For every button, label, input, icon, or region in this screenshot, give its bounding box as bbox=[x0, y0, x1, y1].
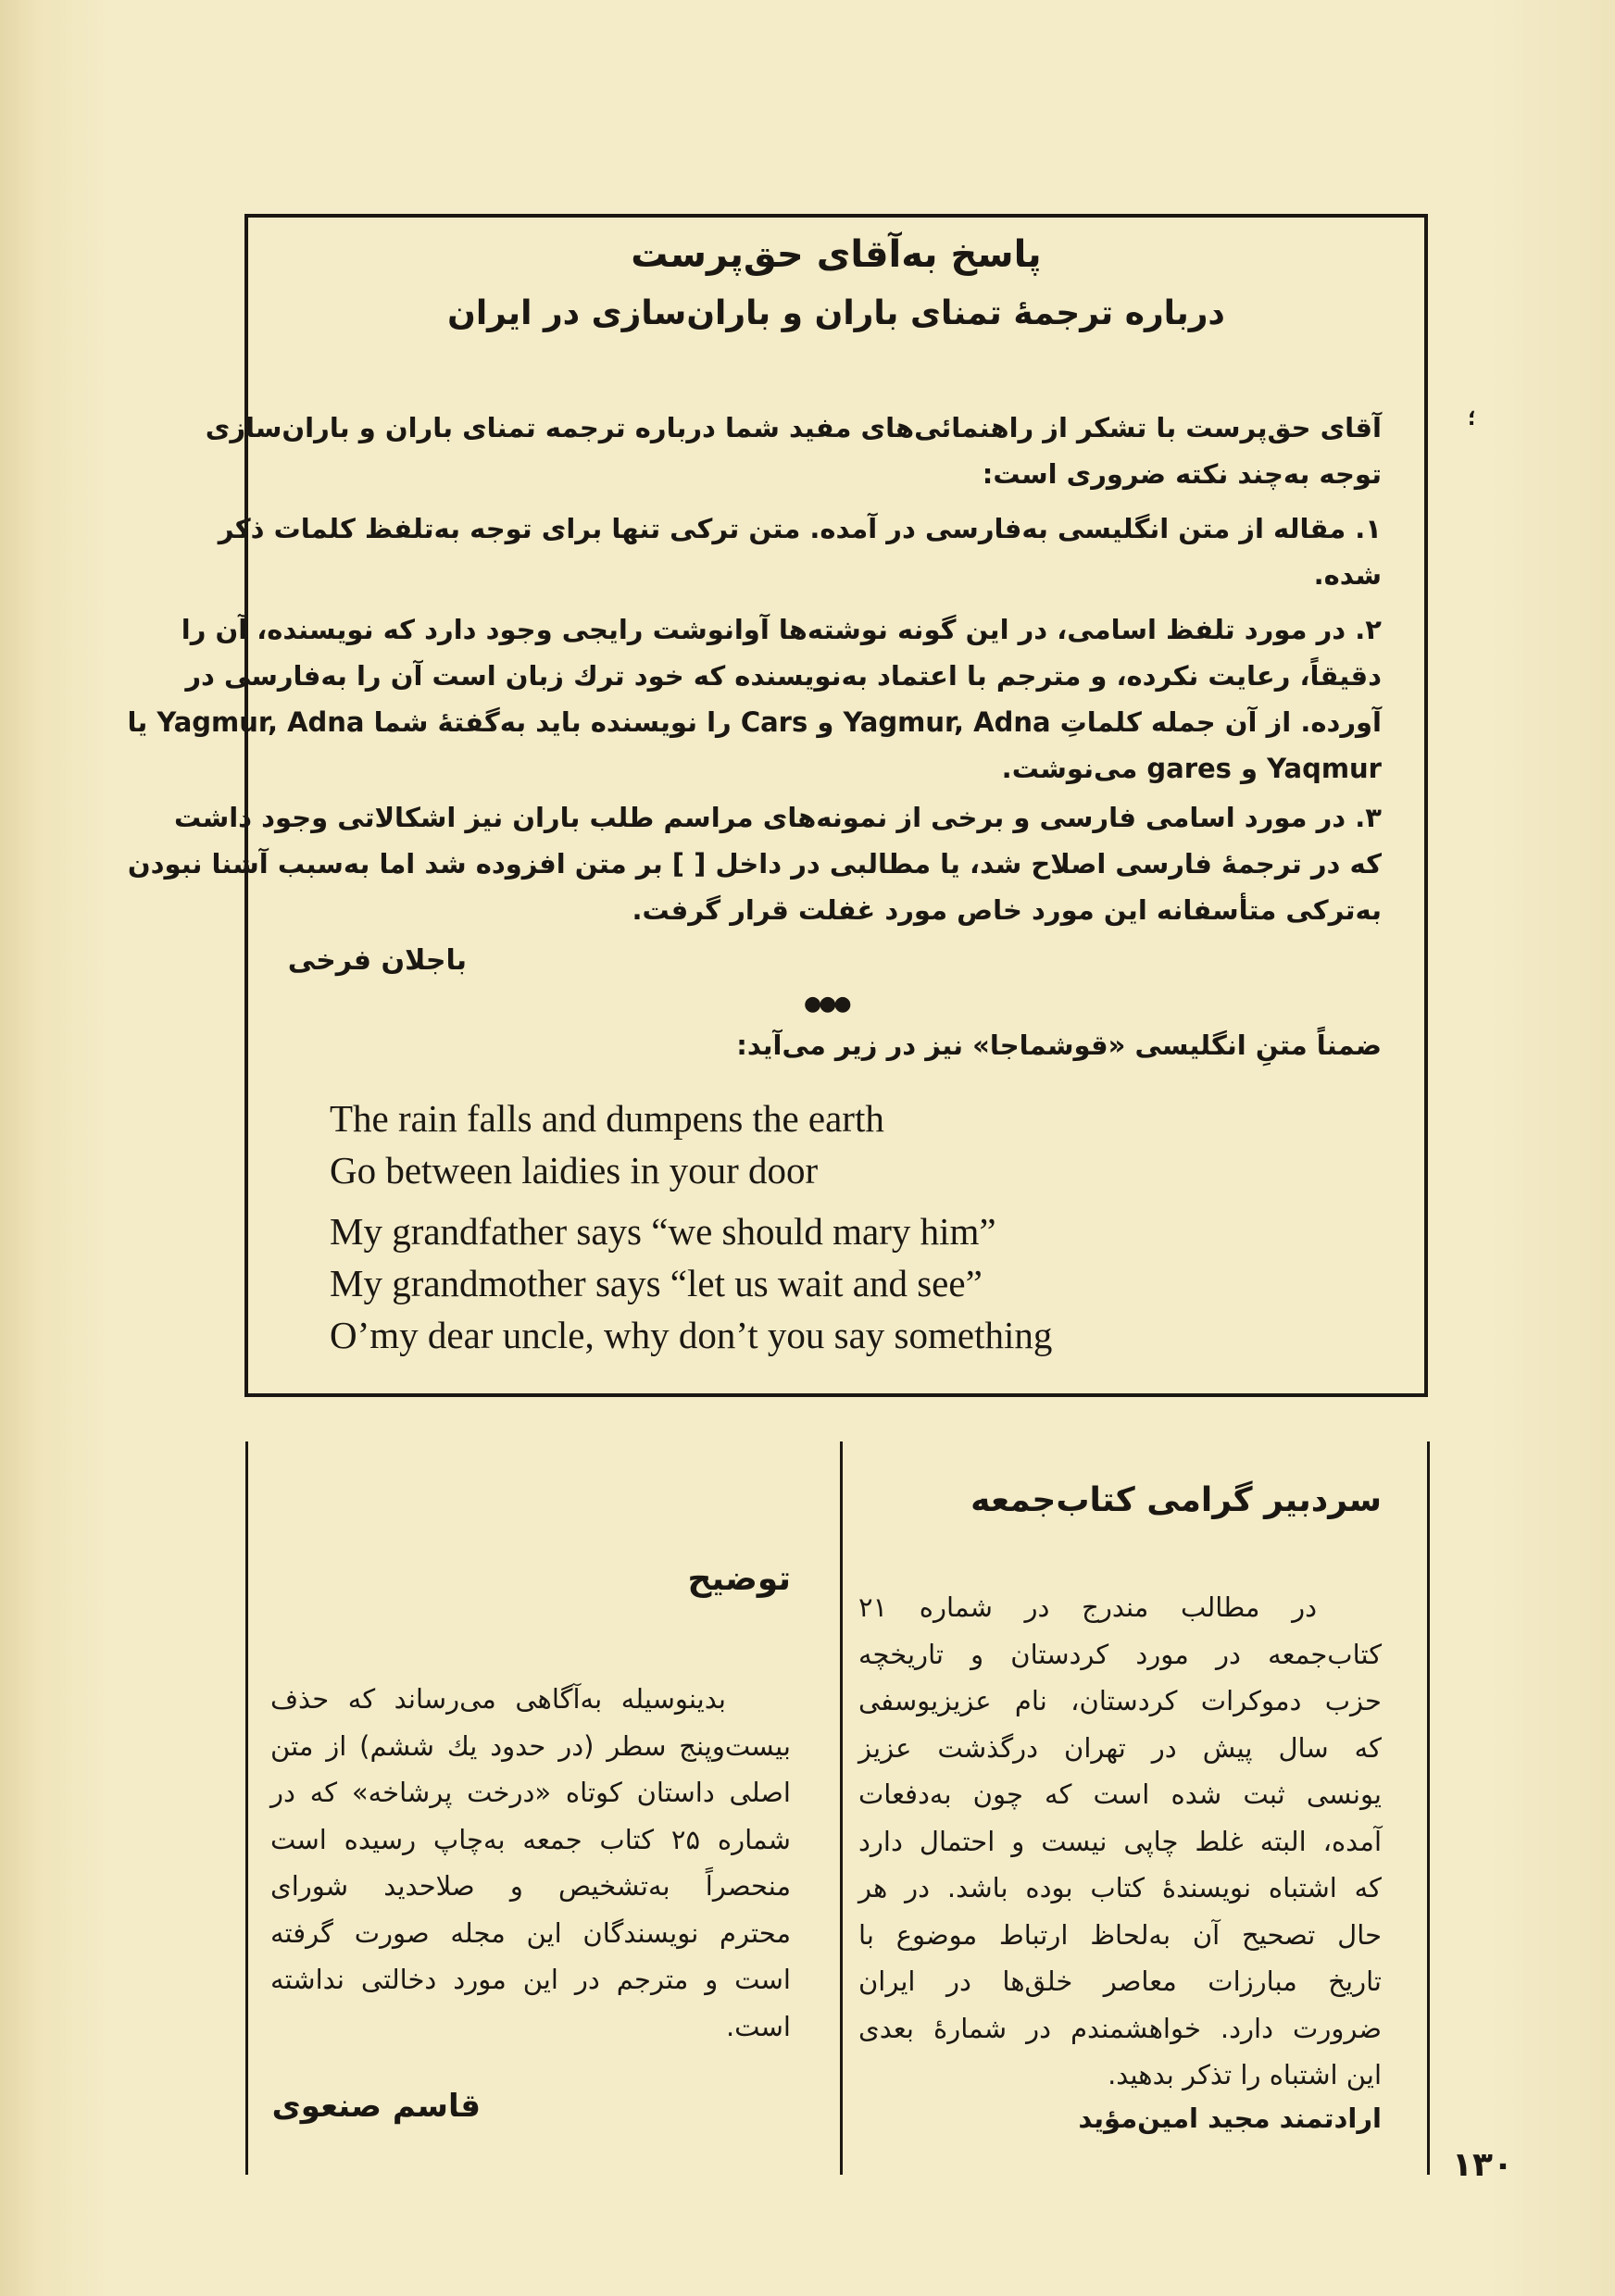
text-line: به‌ترکی متأسفانه این مورد خاص مورد غفلت قرار گرفت. bbox=[632, 894, 1382, 926]
text-line: که اشتباه نویسندهٔ کتاب بوده باشد. در هر bbox=[858, 1872, 1382, 1903]
page-number: ۱۳۰ bbox=[1452, 2146, 1513, 2184]
letter-heading: سردبیر گرامی کتاب‌جمعه bbox=[970, 1481, 1382, 1519]
article-title: پاسخ به‌آقای حق‌پرست bbox=[631, 233, 1042, 276]
text-line: ۱. مقاله از متن انگلیسی به‌فارسی در آمده. متن ترکی تنها برای توجه به‌تلفظ کلمات ذکر bbox=[218, 513, 1382, 544]
text-line: که در ترجمهٔ فارسی اصلاح شد، یا مطالبی در داخل [ ] بر متن افزوده شد اما به‌سبب آشنا نبودن bbox=[127, 848, 1382, 880]
text-line: در مطالب مندرج در شماره ۲۱ bbox=[858, 1591, 1317, 1623]
text-line: اصلی داستان کوتاه «درخت پرشاخه» که در bbox=[270, 1777, 791, 1808]
column-rule bbox=[245, 1441, 248, 2175]
letter-column bbox=[858, 1481, 1382, 2134]
notice-signature: قاسم صنعوی bbox=[271, 2088, 481, 2125]
text-line: حزب دموکرات کردستان، نام عزیزیوسفی bbox=[858, 1685, 1382, 1716]
text-line: که سال پیش در تهران درگذشت عزیز bbox=[858, 1731, 1382, 1764]
poem-line: Go between laidies in your door bbox=[330, 1149, 819, 1192]
text-line: ۳. در مورد اسامی فارسی و برخی از نمونه‌های مراسم طلب باران نیز اشکالاتی وجود داشت bbox=[174, 802, 1382, 833]
margin-mark: ؛ bbox=[1468, 407, 1476, 430]
letter-signature: ارادتمند مجید امین‌مؤید bbox=[1078, 2102, 1382, 2134]
text-line: آقای حق‌پرست با تشکر از راهنمائی‌های مفید شما درباره ترجمه تمنای باران و باران‌سازی bbox=[205, 412, 1382, 443]
separator: ●●● bbox=[804, 992, 849, 1016]
text-line: است. bbox=[725, 2010, 791, 2042]
text-line: است و مترجم در این مورد دخالتی نداشته bbox=[270, 1964, 791, 1995]
text-line: یونسی ثبت شده است که چون به‌دفعات bbox=[858, 1778, 1382, 1810]
text-line: محترم نویسندگان این مجله صورت گرفته bbox=[270, 1916, 791, 1949]
poem-line: O’my dear uncle, why don’t you say something bbox=[330, 1314, 1053, 1356]
point-1 bbox=[218, 505, 1382, 598]
column-rule bbox=[840, 1441, 843, 2175]
text-line: ضرورت دارد. خواهشمندم در شمارهٔ بعدی bbox=[858, 2012, 1382, 2044]
text-line: کتاب‌جمعه در مورد کردستان و تاریخچه bbox=[858, 1638, 1382, 1670]
text-line: منحصراً به‌تشخیص و صلاحدید شورای bbox=[270, 1870, 791, 1902]
article-subtitle: درباره ترجمهٔ تمنای باران و باران‌سازی در ایران bbox=[447, 294, 1225, 332]
notice-heading: توضیح bbox=[687, 1560, 791, 1598]
text-line: این اشتباه را تذکر بدهید. bbox=[1108, 2059, 1382, 2090]
poem-line: My grandfather says “we should mary him” bbox=[330, 1210, 996, 1253]
text-line: ۲. در مورد تلفظ اسامی، در این گونه نوشته‌ها آوانوشت رایجی وجود دارد که نویسنده، آن را bbox=[181, 614, 1382, 645]
text-line: بدینوسیله به‌آگاهی می‌رساند که حذف bbox=[270, 1683, 726, 1715]
text-line: Yaqmur و gares می‌نوشت. bbox=[1001, 753, 1382, 784]
poem-line: The rain falls and dumpens the earth bbox=[330, 1097, 884, 1140]
text-line: تاریخ مبارزات معاصر خلق‌ها در ایران bbox=[858, 1965, 1382, 1997]
column-rule bbox=[1427, 1441, 1430, 2175]
text-line: بیست‌وپنج سطر (در حدود یك ششم) از متن bbox=[270, 1729, 791, 1762]
poem-intro: ضمناً متنِ انگلیسی «قوشماجا» نیز در زیر می‌آید: bbox=[736, 1029, 1382, 1061]
text-line: شده. bbox=[1313, 559, 1382, 591]
poem bbox=[330, 1092, 1052, 1361]
intro-paragraph bbox=[205, 405, 1382, 497]
text-line: دقیقاً، رعایت نکرده، و مترجم با اعتماد به‌نویسنده که خود ترك زبان است آن را به‌فارسی در bbox=[185, 660, 1382, 692]
text-line: شماره ۲۵ کتاب جمعه به‌چاپ رسیده است bbox=[270, 1823, 791, 1855]
point-3 bbox=[127, 794, 1382, 933]
poem-line: My grandmother says “let us wait and see” bbox=[330, 1262, 983, 1304]
point-2 bbox=[127, 606, 1382, 792]
text-line: حال تصحیح آن به‌لحاظ ارتباط موضوع با bbox=[858, 1918, 1382, 1951]
text-line: آمده، البته غلط چاپی نیست و احتمال دارد bbox=[858, 1825, 1382, 1857]
article-signature: باجلان فرخی bbox=[287, 944, 467, 977]
text-line: توجه به‌چند نکته ضروری است: bbox=[982, 458, 1382, 490]
text-line: آورده. از آن جمله کلماتِ Yagmur, Adna و Cars را نویسنده باید به‌گفتهٔ شما Yagmur, Adna یا bbox=[127, 706, 1382, 738]
notice-column bbox=[270, 1560, 791, 2050]
